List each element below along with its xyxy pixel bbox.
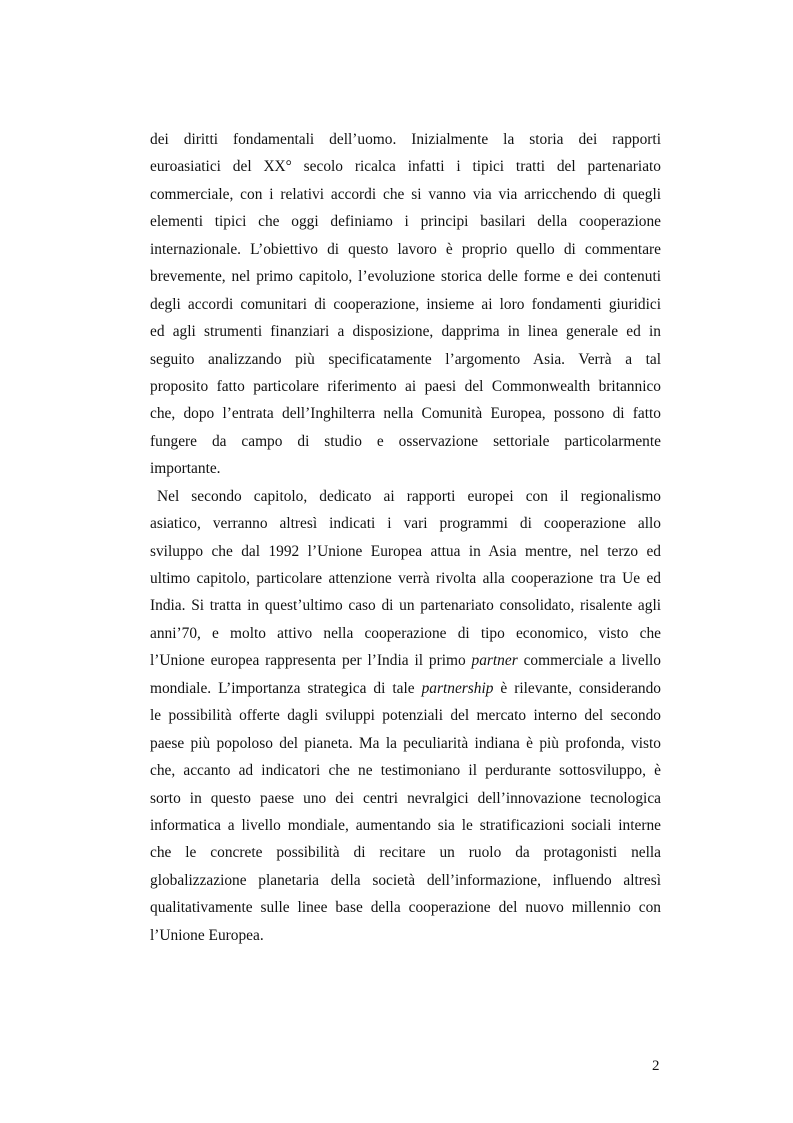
text-line: brevemente, nel primo capitolo, l’evoluzione storica delle forme e dei contenuti [150,268,661,286]
text-line: informatica a livello mondiale, aumentando sia le stratificazioni sociali interne [150,816,661,834]
text-line: anni’70, e molto attivo nella cooperazione di tipo economico, visto che [150,624,661,642]
text-line: asiatico, verranno altresì indicati i vari programmi di cooperazione allo [150,515,661,533]
text-line [150,675,661,702]
text-line: sviluppo che dal 1992 l’Unione Europea attua in Asia mentre, nel terzo ed [150,542,661,560]
text-segment: mondiale. L’importanza strategica di tale [150,679,422,697]
text-line: proposito fatto particolare riferimento ai paesi del Commonwealth britannico [150,377,661,395]
text-line: che le concrete possibilità di recitare un ruolo da protagonisti nella [150,844,661,862]
text-segment: è rilevante, considerando [493,679,661,697]
italic-term-partnership: partnership [421,679,494,697]
text-line: che, accanto ad indicatori che ne testimoniano il perdurante sottosviluppo, è [150,762,661,780]
italic-term-partner: partner [471,652,518,670]
document-page [150,126,661,949]
text-line: l’Unione Europea. [150,926,264,944]
text-segment: commerciale a livello [517,652,662,670]
text-line: paese più popoloso del pianeta. Ma la peculiarità indiana è più profonda, visto [150,734,661,752]
text-line: Nel secondo capitolo, dedicato ai rapporti europei con il regionalismo [157,487,661,505]
text-line: commerciale, con i relativi accordi che si vanno via via arricchendo di quegli [150,185,661,203]
text-line: seguito analizzando più specificatamente l’argomento Asia. Verrà a tal [150,350,661,368]
text-line: India. Si tratta in quest’ultimo caso di un partenariato consolidato, risalente agli [150,597,661,615]
text-line: ultimo capitolo, particolare attenzione verrà rivolta alla cooperazione tra Ue ed [150,570,661,587]
text-line: globalizzazione planetaria della società dell’informazione, influendo altresì [150,871,661,889]
text-line: fungere da campo di studio e osservazione settoriale particolarmente [150,432,661,450]
text-line: euroasiatici del XX° secolo ricalca infatti i tipici tratti del partenariato [150,158,661,176]
text-segment: l’Unione europea rappresenta per l’India il primo [150,652,472,670]
text-line: che, dopo l’entrata dell’Inghilterra nella Comunità Europea, possono di fatto [150,405,661,423]
text-line: sorto in questo paese uno dei centri nevralgici dell’innovazione tecnologica [150,789,661,807]
paragraph-1 [150,126,661,483]
page-number: 2 [652,1058,660,1074]
text-line: degli accordi comunitari di cooperazione, insieme ai loro fondamenti giuridici [150,295,661,313]
text-line: ed agli strumenti finanziari a disposizione, dapprima in linea generale ed in [150,323,661,341]
paragraph-2 [150,483,661,949]
text-line: elementi tipici che oggi definiamo i principi basilari della cooperazione [150,213,661,231]
text-line: internazionale. L’obiettivo di questo lavoro è proprio quello di commentare [150,240,661,258]
text-line: dei diritti fondamentali dell’uomo. Inizialmente la storia dei rapporti [150,131,661,148]
text-line: importante. [150,460,221,478]
text-line: le possibilità offerte dagli sviluppi potenziali del mercato interno del secondo [150,707,661,725]
text-line: qualitativamente sulle linee base della cooperazione del nuovo millennio con [150,899,661,917]
text-line [150,647,661,674]
